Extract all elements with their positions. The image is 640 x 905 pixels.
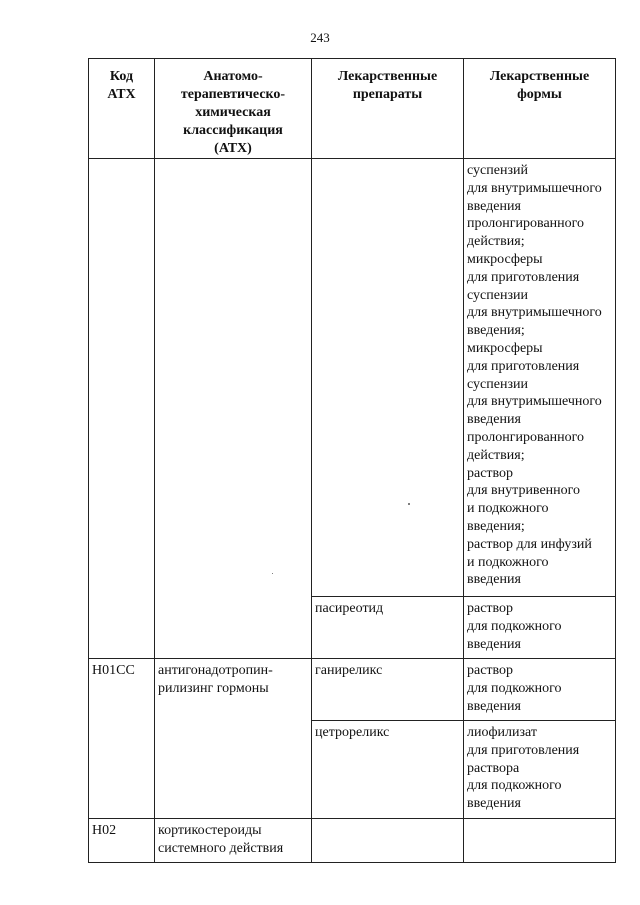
header-code: Код АТХ [89,59,155,159]
drug-cell: цетрореликс [312,721,464,819]
drug-cell: ганиреликс [312,659,464,721]
classification-cell: антигонадотропин- рилизинг гормоны [155,659,312,819]
code-cell: H02 [89,819,155,863]
scan-speck [272,573,273,574]
drug-cell: пасиреотид [312,597,464,659]
forms-cell: раствор для подкожного введения [464,659,616,721]
table-header-row [89,59,616,159]
forms-cell [464,819,616,863]
classification-cell [155,159,312,659]
drug-cell [312,819,464,863]
classification-cell: кортикостероиды системного действия [155,819,312,863]
table-row [89,819,616,863]
header-drugs: Лекарственные препараты [312,59,464,159]
code-cell [89,159,155,659]
atc-drug-table [88,58,616,863]
drug-cell [312,159,464,597]
table-row [89,659,616,721]
page-number: 243 [310,30,330,45]
header-classification: Анатомо- терапевтическо- химическая классификация (АТХ) [155,59,312,159]
header-forms: Лекарственные формы [464,59,616,159]
code-cell: H01CC [89,659,155,819]
forms-cell: суспензий для внутримышечного введения пролонгированного действия; микросферы для приготовления суспензии для внутримышечного введения; микросферы для приготовления суспензии для внутримышечного введения пролонгированного действия; раствор для внутривенного и подкожного введения; раствор для инфузий и подкожного введения [464,159,616,597]
table-row [89,159,616,597]
scan-speck [408,503,410,505]
forms-cell: раствор для подкожного введения [464,597,616,659]
forms-cell: лиофилизат для приготовления раствора для подкожного введения [464,721,616,819]
